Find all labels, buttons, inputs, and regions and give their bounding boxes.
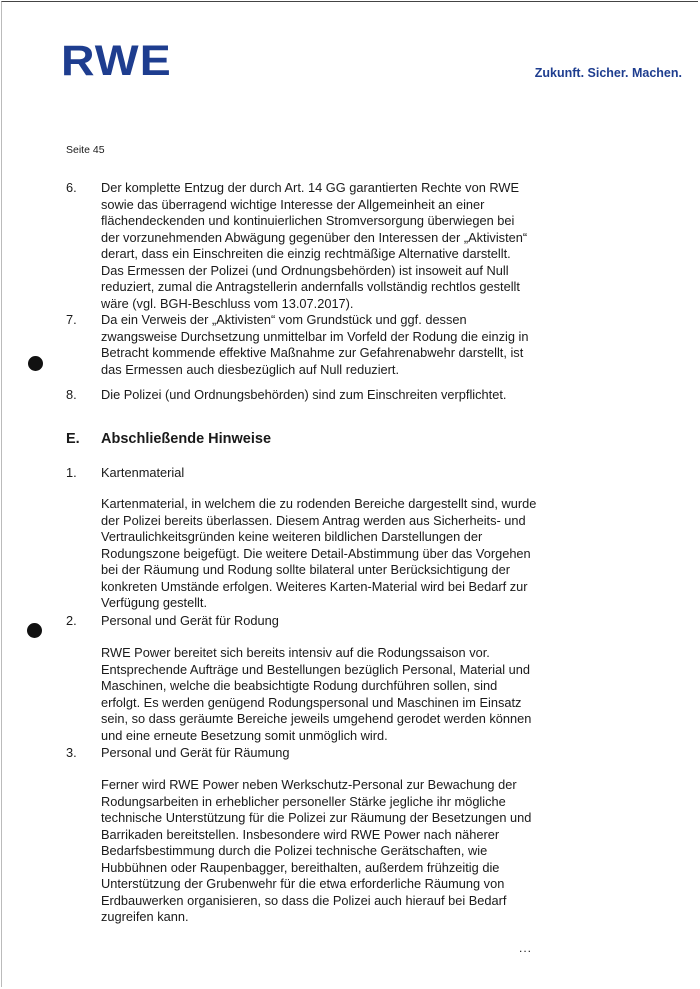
list-item — [66, 312, 536, 378]
tagline: Zukunft. Sicher. Machen. — [534, 66, 682, 80]
item-text: Da ein Verweis der „Aktivisten“ vom Grundstück und ggf. dessen zwangsweise Durchsetzung unmittelbar im Vorfeld der Rodung die einzig in Betracht kommende effektive Maßnahme zur Gefahrenabwehr darstellt, ist das Ermessen auch diesbezüglich auf Null reduziert. — [101, 312, 529, 377]
item-text: Die Polizei (und Ordnungsbehörden) sind zum Einschreiten verpflichtet. — [101, 387, 507, 402]
list-item — [66, 180, 536, 312]
item-text: Der komplette Entzug der durch Art. 14 GG garantierten Rechte von RWE sowie das überragend wichtige Interesse der Allgemeinheit an einer flächendeckenden und kontinuierlichen Stromversorgung überwiegen bei der vorzunehmenden Abwägung gegenüber den Interessen der „Aktivisten“ derart, dass ein Einschreiten die einzig rechtmäßige Alternative darstellt. Das Ermessen der Polizei (und Ordnungsbehörden) ist insoweit auf Null reduziert, zumal die Antragstellerin andernfalls vollständig rechtlos gestellt wäre (vgl. BGH-Beschluss vom 13.07.2017). — [101, 180, 528, 311]
section-letter: E. — [66, 431, 80, 447]
subsection-heading — [66, 745, 536, 762]
subsection-title: Personal und Gerät für Räumung — [101, 745, 290, 760]
punch-hole-dot — [28, 356, 43, 371]
page-number: Seite 45 — [66, 144, 105, 156]
item-number: 8. — [66, 387, 77, 402]
subsection-text: Kartenmaterial, in welchem die zu rodenden Bereiche dargestellt sind, wurde der Polizei bereits überlassen. Diesem Antrag werden aus Sicherheits- und Vertraulichkeitsgründen keine weiteren bildlichen Darstellungen der Rodungszone beigefügt. Die weitere Detail-Abstimmung über das Vorgehen bei der Räumung und Rodung sollte bilateral unter Berücksichtigung der konkreten Umstände erfolgen. Weiteres Karten-Material wird bei Bedarf zur Verfügung gestellt. — [101, 496, 537, 610]
item-number: 6. — [66, 180, 77, 195]
subsection-text: RWE Power bereitet sich bereits intensiv auf die Rodungssaison vor. Entsprechende Aufträge und Bestellungen bezüglich Personal, Material und Maschinen, welche die beabsichtigte Rodung durchführen sollen, sind erfolgt. Es werden genügend Rodungspersonal und Maschinen im Einsatz sein, so dass geräumte Bereiche jeweils umgehend gerodet werden können und eine erneute Besetzung somit unmöglich wird. — [101, 645, 532, 743]
subsection-heading — [66, 465, 536, 482]
subsection-title: Kartenmaterial — [101, 465, 185, 480]
item-number: 7. — [66, 312, 77, 327]
punch-hole-dot — [27, 623, 42, 638]
subsection-number: 3. — [66, 745, 77, 760]
subsection-number: 2. — [66, 613, 77, 628]
section-heading — [66, 431, 271, 447]
section-title: Abschließende Hinweise — [101, 431, 272, 447]
subsection-text: Ferner wird RWE Power neben Werkschutz-Personal zur Bewachung der Rodungsarbeiten in erheblicher personeller Stärke jegliche ihr mögliche technische Unterstützung für die Polizei zur Räumung der Besetzungen und Barrikaden bereitstellen. Insbesondere wird RWE Power nach näherer Bedarfsbestimmung durch die Polizei technische Gerätschaften, wie Hubbühnen oder Raupenbagger, bereithalten, außerdem frühzeitig die Unterstützung der Grubenwehr für die etwa erforderliche Räumung von Erdbauwerken organisieren, so dass die Polizei auch hierauf bei Bedarf zugreifen kann. — [101, 777, 532, 924]
subsection-title: Personal und Gerät für Rodung — [101, 613, 279, 628]
subsection-heading — [66, 613, 536, 630]
rwe-logo: RWE — [61, 37, 172, 85]
continuation-mark: ... — [519, 941, 533, 955]
subsection-number: 1. — [66, 465, 77, 480]
list-item — [66, 387, 536, 404]
